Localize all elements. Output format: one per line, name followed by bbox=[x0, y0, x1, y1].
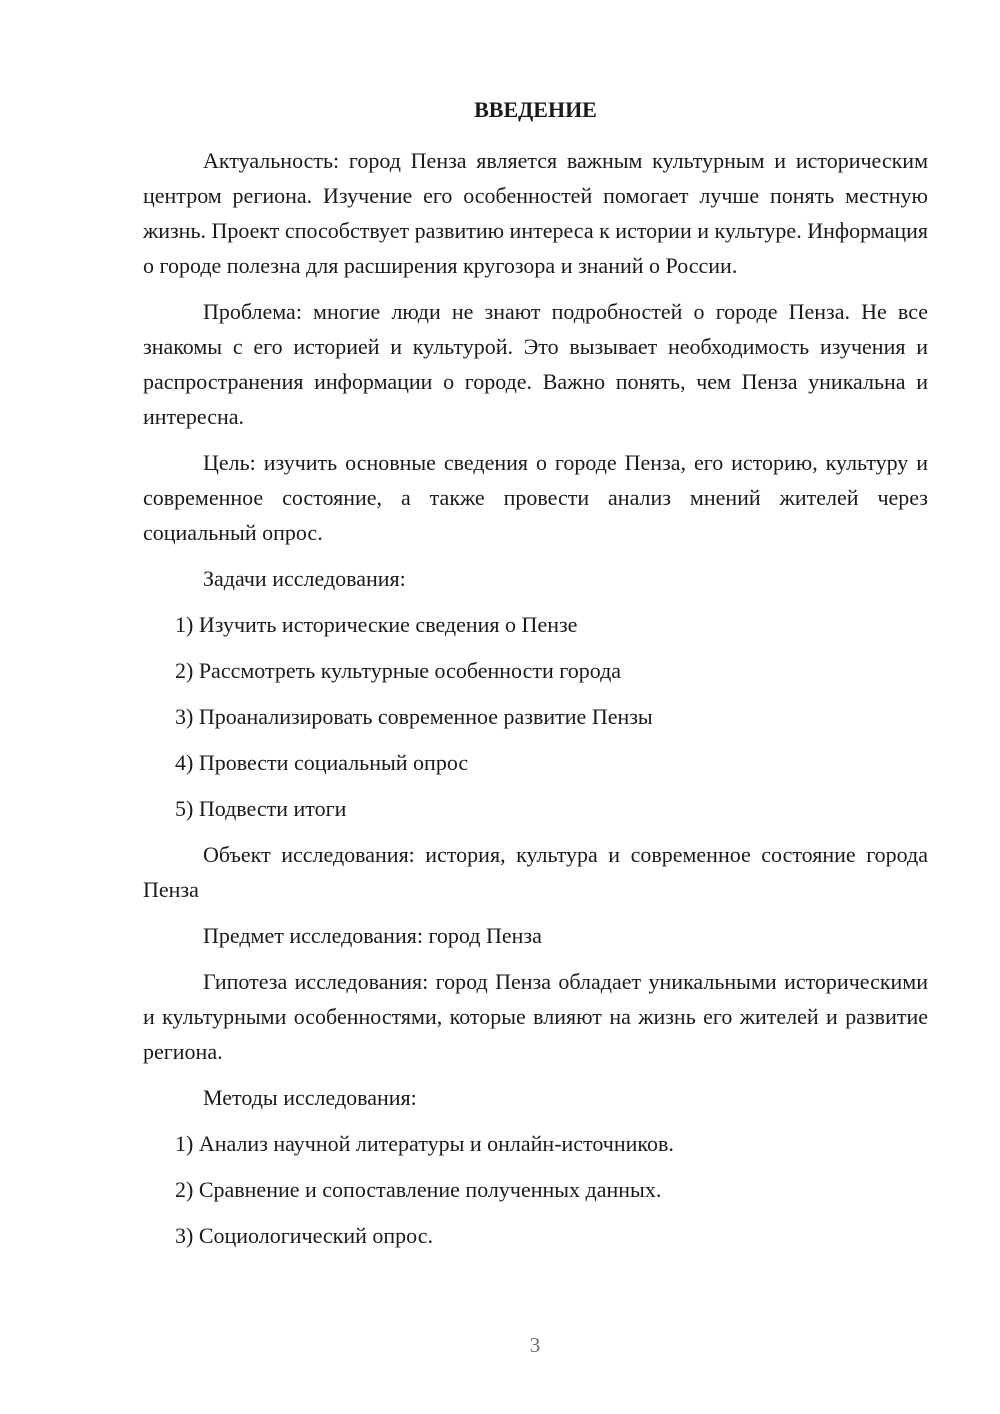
methods-heading: Методы исследования: bbox=[203, 1085, 417, 1110]
subject-paragraph: Предмет исследования: город Пенза bbox=[203, 923, 542, 948]
list-item: 1) Анализ научной литературы и онлайн-источников. bbox=[175, 1131, 674, 1156]
methods-list bbox=[143, 1126, 928, 1253]
hypothesis-paragraph: Гипотеза исследования: город Пенза обладает уникальными историческими и культурными особенностями, которые влияют на жизнь его жителей и развитие региона. bbox=[143, 969, 928, 1064]
tasks-list bbox=[143, 607, 928, 826]
relevance-paragraph: Актуальность: город Пенза является важным культурным и историческим центром региона. Изучение его особенностей помогает лучше понять местную жизнь. Проект способствует развитию интереса к истории и культуре. Информация о городе полезна для расширения кругозора и знаний о России. bbox=[143, 148, 928, 278]
goal-paragraph: Цель: изучить основные сведения о городе Пенза, его историю, культуру и современное состояние, а также провести анализ мнений жителей через социальный опрос. bbox=[143, 450, 928, 545]
problem-paragraph: Проблема: многие люди не знают подробностей о городе Пенза. Не все знакомы с его историей и культурой. Это вызывает необходимость изучения и распространения информации о городе. Важно понять, чем Пенза уникальна и интересна. bbox=[143, 299, 928, 429]
tasks-heading: Задачи исследования: bbox=[203, 566, 406, 591]
list-item: 2) Сравнение и сопоставление полученных данных. bbox=[175, 1177, 662, 1202]
list-item: 3) Проанализировать современное развитие Пензы bbox=[175, 704, 653, 729]
object-paragraph: Объект исследования: история, культура и современное состояние города Пенза bbox=[143, 842, 928, 902]
document-page bbox=[143, 95, 928, 1264]
section-title: ВВЕДЕНИЕ bbox=[474, 97, 597, 122]
list-item: 5) Подвести итоги bbox=[175, 796, 347, 821]
list-item: 3) Социологический опрос. bbox=[175, 1223, 433, 1248]
list-item: 2) Рассмотреть культурные особенности города bbox=[175, 658, 622, 683]
page-number: 3 bbox=[529, 1333, 541, 1357]
list-item: 1) Изучить исторические сведения о Пензе bbox=[175, 612, 578, 637]
list-item: 4) Провести социальный опрос bbox=[175, 750, 469, 775]
